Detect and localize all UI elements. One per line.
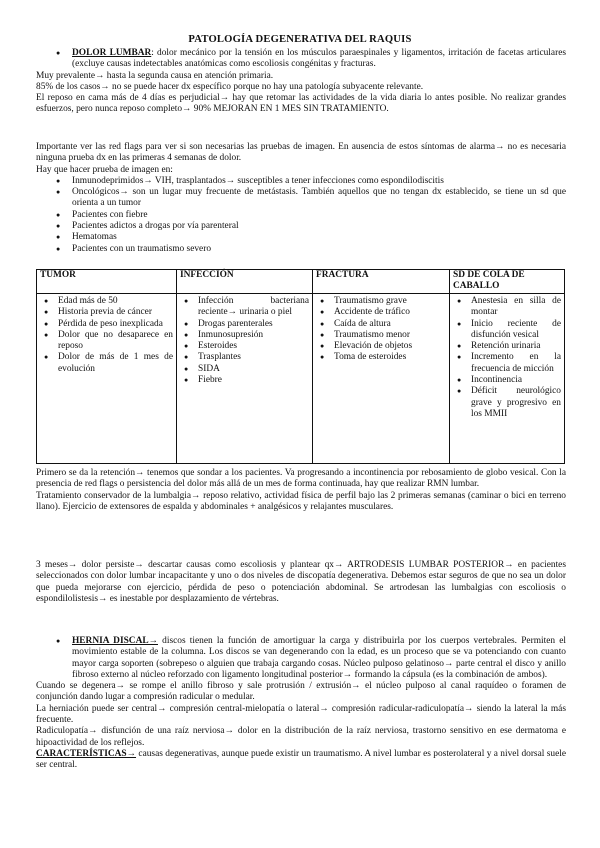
list-item: ● Drogas parenterales (180, 319, 309, 330)
list-item: ● Esteroides (180, 341, 309, 352)
list-item: ● Historia previa de cáncer (40, 307, 173, 318)
page-title: PATOLOGÍA DEGENERATIVA DEL RAQUIS (188, 34, 412, 45)
list-item: ● Retención urinaria (453, 341, 561, 352)
hernia-text: discos tienen la función de amortiguar la carga y distribuirla por los cuerpos vertebrales. Permiten el movimiento estable de la columna. Los discos se van degenerando con la edad, es un proceso que se va potenciando con cuanto mayor carga soporten (sobrepeso o alguien que trabaja cargando cosas. Núcleo pulposo gelatinoso→ parte central el disco y anillo fibroso externo al núcleo reforzado con ligamento longitudinal posterior→ formando la cápsula (es la combinación de ambos). (72, 636, 566, 680)
conservative-treatment-paragraph: Tratamiento conservador de la lumbalgia→ reposo relativo, actividad física de perfil bajo las 2 primeras semanas (caminar o bici en terreno llano). Ejercicio de extensores de espalda y abdominales + analgésicos y relajantes musculares. (36, 490, 566, 512)
list-item: ● Edad más de 50 (40, 296, 173, 307)
list-item: ● Déficit neurológico grave y progresivo en los MMII (453, 386, 561, 420)
redflags-lead: Hay que hacer prueba de imagen en: (36, 164, 173, 175)
three-months-section (36, 560, 566, 605)
list-item: ● Inmunodeprimidos→ VIH, trasplantados→ susceptibles a tener infecciones como espondilodiscitis (36, 176, 566, 187)
hernia-herniation: La herniación puede ser central→ compresión central-mielopatía o lateral→ compresión radicular-radiculopatía→ siendo la lateral la más frecuente. (36, 703, 566, 726)
infeccion-cell (177, 294, 313, 464)
dolor-lumbar-bullet (36, 48, 566, 71)
list-item: ● Inicio reciente de disfunción vesical (453, 319, 561, 342)
list-item: ● Pacientes adictos a drogas por vía parenteral (36, 221, 566, 232)
dolor-prevalence: Muy prevalente→ hasta la segunda causa en atención primaria. (36, 70, 274, 81)
cola-caballo-cell (450, 294, 565, 464)
list-item: ● Infección bacteriana reciente→ urinaria o piel (180, 296, 309, 319)
hernia-label: HERNIA DISCAL→ (72, 636, 158, 646)
list-item: ● Pérdida de peso inexplicada (40, 319, 173, 330)
dolor-rest: El reposo en cama más de 4 días es perjudicial→ hay que retomar las actividades de la vida diaria lo antes posible. No realizar grandes esfuerzos, pero nunca reposo completo→ 90% MEJORAN EN 1 MES SIN TRATAMIENTO. (36, 93, 566, 115)
list-item: ● Traumatismo grave (316, 296, 446, 307)
table-header-row (37, 270, 565, 294)
hernia-characteristics (36, 749, 566, 772)
hernia-degeneration: Cuando se degenera→ se rompe el anillo fibroso y sale protrusión / extrusión→ el núcleo pulposo al canal raquídeo o foramen de conjunción dando lugar a compresión radicular o medular. (36, 681, 566, 703)
table-row (37, 294, 565, 464)
fractura-cell (313, 294, 450, 464)
list-item: ● Caída de altura (316, 319, 446, 330)
list-item: ● Incremento en la frecuencia de micción (453, 352, 561, 375)
list-item: ● Dolor de más de 1 mes de evolución (40, 352, 173, 375)
characteristics-label: CARACTERÍSTICAS→ (36, 748, 137, 759)
dolor-lumbar-section (36, 48, 566, 116)
col-header-fractura: FRACTURA (313, 270, 450, 294)
redflags-table (36, 269, 565, 464)
three-months-paragraph: 3 meses→ dolor persiste→ descartar causas como escoliosis y plantear qx→ ARTRODESIS LUMBAR POSTERIOR→ en pacientes seleccionados con dolor lumbar incapacitante y uno o dos niveles de discopatía degenerativa. Debemos estar seguros de que no sea un dolor que pueda mejorarse con ejercicio, pérdida de peso o potenciación abdominal. Se artrodesan las lumbalgias con escoliosis o espondilolistesis→ es inestable por desplazamiento de vértebras. (36, 560, 566, 604)
tumor-list (40, 296, 173, 375)
hernia-section (36, 636, 566, 772)
list-item: ● Pacientes con fiebre (36, 210, 566, 221)
list-item: ● Traumatismo menor (316, 330, 446, 341)
list-item: ● Toma de esteroides (316, 352, 446, 363)
cola-caballo-list (453, 296, 561, 420)
dolor-unknown-cause: 85% de los casos→ no se puede hacer dx específico porque no hay una patología subyacente relevante. (36, 81, 424, 92)
hernia-radiculopathy: Radiculopatía→ disfunción de una raíz nerviosa→ dolor en la distribución de la raíz nerviosa, trastorno sensitivo en ese dermatoma e hipoactividad de los reflejos. (36, 726, 566, 748)
redflags-section (36, 142, 566, 255)
dolor-lumbar-label: DOLOR LUMBAR (72, 48, 152, 58)
list-item: ● Inmunosupresión (180, 330, 309, 341)
retention-paragraph: Primero se da la retención→ tenemos que sondar a los pacientes. Va progresando a incontinencia por rebosamiento de globo vesical. Con la presencia de red flags o persistencia del dolor más allá de un mes de forma continuada, hay que realizar RMN lumbar. (36, 468, 566, 490)
list-item: ● Incontinencia (453, 375, 561, 386)
list-item: ● Anestesia en silla de montar (453, 296, 561, 319)
list-item: ● Oncológicos→ son un lugar muy frecuente de metástasis. También aquellos que no tengan dx establecido, se tiene un sd que orienta a un tumor (36, 187, 566, 210)
redflags-list (36, 176, 566, 255)
redflags-intro: Importante ver las red flags para ver si son necesarias las pruebas de imagen. En ausencia de estos síntomas de alarma→ no es necesaria ninguna prueba dx en las primeras 4 semanas de dolor. (36, 142, 566, 164)
fractura-list (316, 296, 446, 364)
list-item: ● SIDA (180, 364, 309, 375)
dolor-lumbar-definition: : dolor mecánico por la tensión en los músculos paraespinales y ligamentos, irritación de facetas articulares (excluye causas indetectables anatómicas como escoliosis congénitas y fracturas. (72, 48, 567, 70)
characteristics-text: causas degenerativas, aunque puede existir un traumatismo. A nivel lumbar es posterolateral y a nivel dorsal suele ser central. (36, 748, 566, 771)
list-item: ● Hematomas (36, 232, 566, 243)
col-header-tumor: TUMOR (37, 270, 177, 294)
col-header-infeccion: INFECCIÓN (177, 270, 313, 294)
list-item: ● Dolor que no desaparece en reposo (40, 330, 173, 353)
list-item: ● Trasplantes (180, 352, 309, 363)
col-header-cola-caballo: SD DE COLA DE CABALLO (450, 270, 565, 294)
list-item: ● Fiebre (180, 375, 309, 386)
list-item: ● Pacientes con un traumatismo severo (36, 244, 566, 255)
retention-section (36, 468, 566, 513)
hernia-bullet (36, 636, 566, 681)
infeccion-list (180, 296, 309, 386)
list-item: ● Elevación de objetos (316, 341, 446, 352)
tumor-cell (37, 294, 177, 464)
list-item: ● Accidente de tráfico (316, 307, 446, 318)
